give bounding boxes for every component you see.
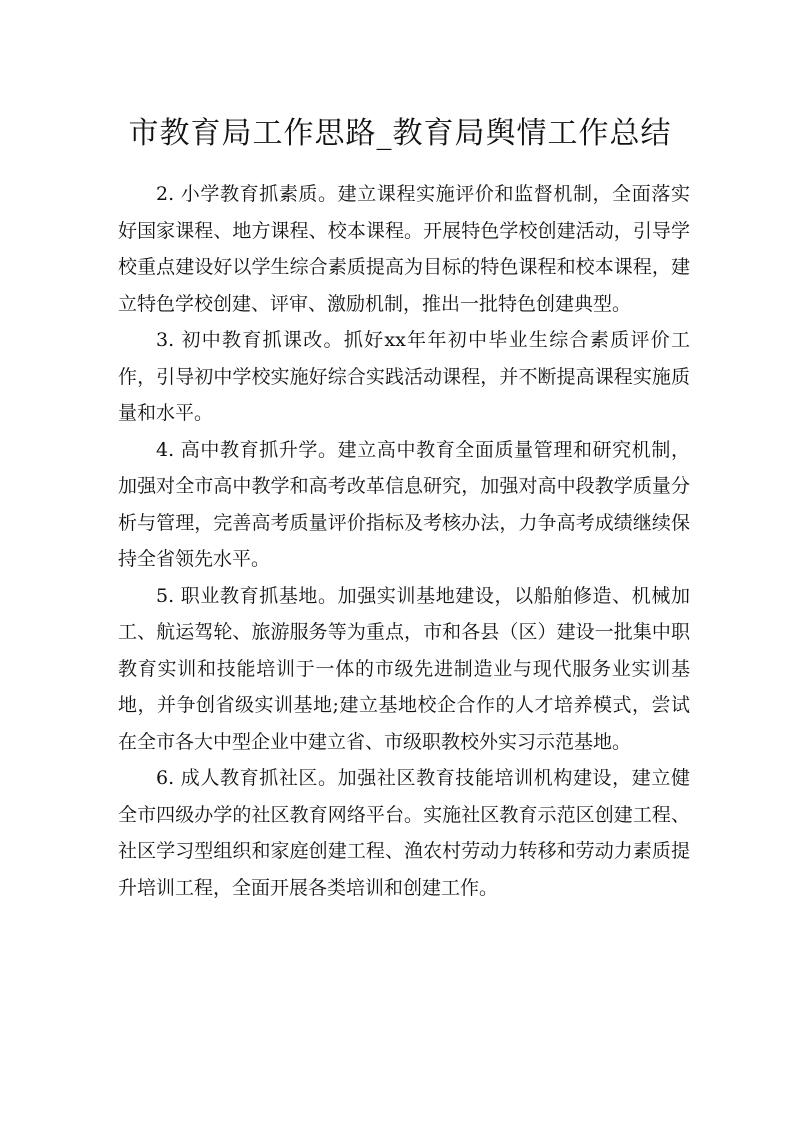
document-body xyxy=(118,176,690,906)
document-title: 市教育局工作思路_教育局舆情工作总结 xyxy=(128,116,672,151)
paragraph-adult-education: 6. 成人教育抓社区。加强社区教育技能培训机构建设，建立健全市四级办学的社区教育网络平台。实施社区教育示范区创建工程、社区学习型组织和家庭创建工程、渔农村劳动力转移和劳动力素质提升培训工程，全面开展各类培训和创建工作。 xyxy=(118,767,690,899)
paragraph-senior-high-education: 4. 高中教育抓升学。建立高中教育全面质量管理和研究机制，加强对全市高中教学和高考改革信息研究，加强对高中段教学质量分析与管理，完善高考质量评价指标及考核办法，力争高考成绩继续保持全省领先水平。 xyxy=(118,438,690,570)
paragraph-vocational-education: 5. 职业教育抓基地。加强实训基地建设，以船舶修造、机械加工、航运驾轮、旅游服务等为重点，市和各县（区）建设一批集中职教育实训和技能培训于一体的市级先进制造业与现代服务业实训基地，并争创省级实训基地;建立基地校企合作的人才培养模式，尝试在全市各大中型企业中建立省、市级职教校外实习示范基地。 xyxy=(118,584,690,753)
paragraph-junior-high-education: 3. 初中教育抓课改。抓好xx年年初中毕业生综合素质评价工作，引导初中学校实施好综合实践活动课程，并不断提高课程实施质量和水平。 xyxy=(118,329,690,424)
paragraph-primary-education: 2. 小学教育抓素质。建立课程实施评价和监督机制，全面落实好国家课程、地方课程、校本课程。开展特色学校创建活动，引导学校重点建设好以学生综合素质提高为目标的特色课程和校本课程，建立特色学校创建、评审、激励机制，推出一批特色创建典型。 xyxy=(118,183,690,315)
